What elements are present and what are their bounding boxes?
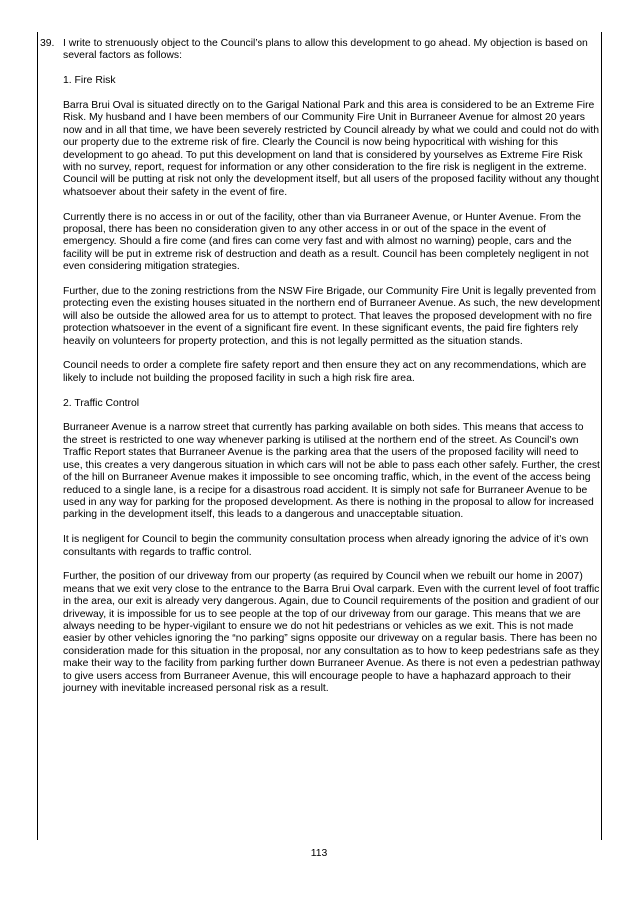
item-body <box>63 38 600 695</box>
section-heading-fire-risk: 1. Fire Risk <box>63 75 116 87</box>
traffic-paragraph-1: Burraneer Avenue is a narrow street that currently has parking available on both sides. This means that access to the street is restricted to one way whenever parking is utilised at the northern end of the street. As Council’s own Traffic Report states that Burraneer Avenue is the parking area that the users of the proposed facility will need to use, this creates a very dangerous situation in which cars will not be able to pass each other safely. Further, the crest of the hill on Burraneer Avenue makes it impossible to see oncoming traffic, which, in the event of the access being reduced to a single lane, is a recipe for a disastrous road accident. It is simply not safe for Burraneer Avenue to be used in any way for parking for the proposed development. As there is nothing in the proposal to allow for increased parking in the development itself, this leads to a dangerous and unacceptable situation. <box>63 422 600 521</box>
fire-risk-paragraph-1: Barra Brui Oval is situated directly on to the Garigal National Park and this area is considered to be an Extreme Fire Risk. My husband and I have been members of our Community Fire Unit in Burraneer Avenue for almost 20 years now and in all that time, we have been severely restricted by Council already by what we could and could not do with our property due to the extreme risk of fire. Clearly the Council is now being hypocritical with wishing for this development to go ahead. To put this development on land that is considered by yourselves as Extreme Fire Risk with no survey, report, request for information or any other consideration to the fire risk is negligent in the extreme. Council will be putting at risk not only the development itself, but all users of the proposed facility without any thought whatsoever about their safety in the event of fire. <box>63 100 599 198</box>
traffic-paragraph-3: Further, the position of our driveway from our property (as required by Council when we rebuilt our home in 2007) means that we exit very close to the entrance to the Barra Brui Oval carpark. Even with the current level of foot traffic in the area, our exit is already very dangerous. Again, due to Council requirements of the position and gradient of our driveway, it is impossible for us to see people at the top of our driveway from our garage. This means that we are always needing to be hyper-vigilant to ensure we do not hit pedestrians or vehicles as we exit. This is not made easier by other vehicles ignoring the “no parking” signs opposite our driveway on a regular basis. There has been no consideration made for this situation in the proposal, nor any consultation as to how to keep pedestrians safe as they make their way to the facility from parking further down Burraneer Avenue. As there is not even a pedestrian pathway to give users access from Burraneer Avenue, this will encourage people to have a haphazard approach to their journey with inevitable increased personal risk as a result. <box>63 571 600 694</box>
fire-risk-paragraph-2: Currently there is no access in or out of the facility, other than via Burraneer Avenue, or Hunter Avenue. From the proposal, there has been no consideration given to any other access in or out of the space in the event of emergency. Should a fire come (and fires can come very fast and with almost no warning) people, cars and the facility will be put in extreme risk of destruction and death as a result. Council has been completely negligent in not even considering mitigation strategies. <box>63 211 589 273</box>
section-heading-traffic-control: 2. Traffic Control <box>63 397 140 409</box>
intro-paragraph: I write to strenuously object to the Council’s plans to allow this development to go ahead. My objection is based on several factors as follows: <box>63 38 588 62</box>
page-number: 113 <box>310 848 328 859</box>
item-number: 39. <box>40 38 55 49</box>
fire-risk-paragraph-3: Further, due to the zoning restrictions from the NSW Fire Brigade, our Community Fire Unit is legally prevented from protecting even the existing houses situated in the northern end of Burraneer Avenue. As such, the new development will also be outside the allowed area for us to attempt to protect. That leaves the proposed development with no fire protection whatsoever in the event of a significant fire event. In these significant events, the paid fire fighters rely heavily on volunteers for property protection, and this is not legally permitted as the situation stands. <box>63 286 601 347</box>
fire-risk-paragraph-4: Council needs to order a complete fire safety report and then ensure they act on any recommendations, which are likely to include not building the proposed facility in such a high risk fire area. <box>63 360 587 384</box>
traffic-paragraph-2: It is negligent for Council to begin the community consultation process when already ignoring the advice of it’s own consultants with regards to traffic control. <box>63 534 589 558</box>
submission-item <box>40 38 600 708</box>
